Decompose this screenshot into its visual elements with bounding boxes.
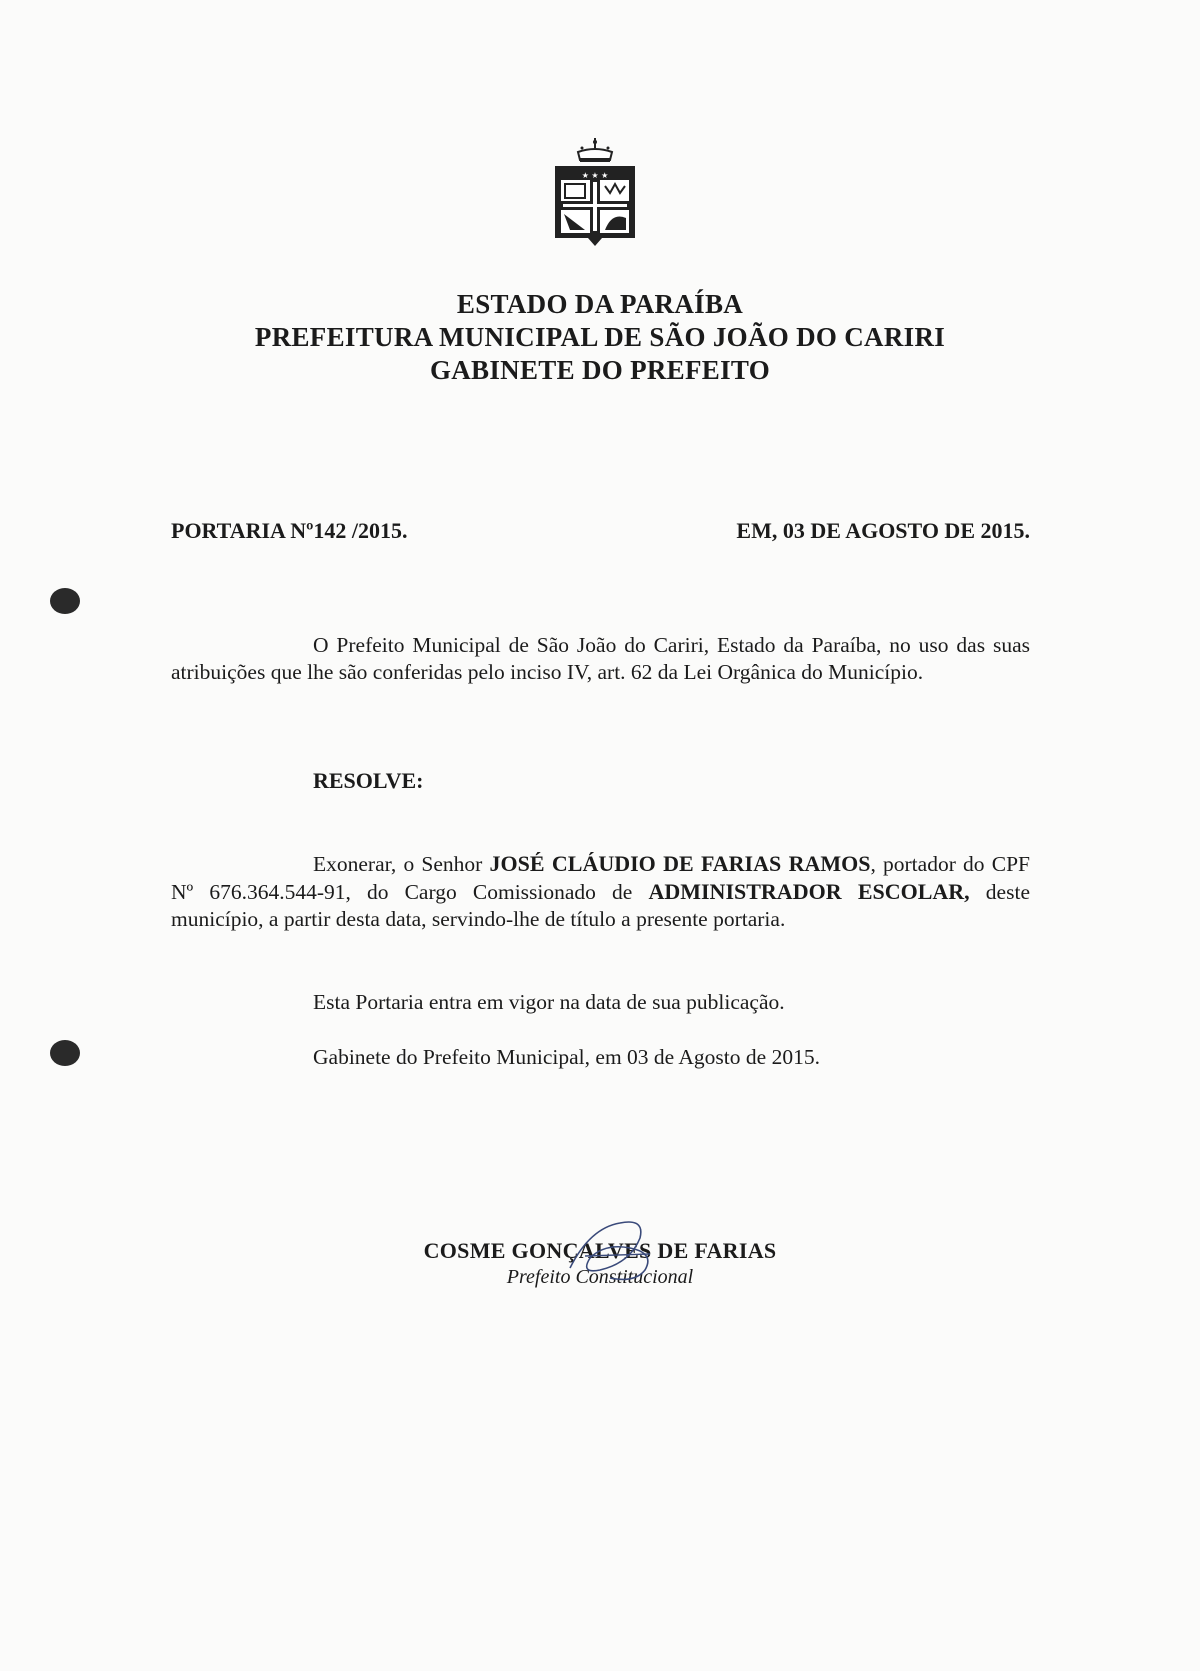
exoneration-text-b: , portador do CPF Nº 676.364.544-91, do Cargo Comissionado de (171, 852, 1030, 904)
portaria-date: EM, 03 DE AGOSTO DE 2015. (736, 518, 1030, 543)
handwritten-signature-icon (560, 1208, 670, 1288)
signer-name: COSME GONÇALVES DE FARIAS (423, 1238, 777, 1263)
intro-paragraph (171, 632, 1030, 686)
gabinete-paragraph: Gabinete do Prefeito Municipal, em 03 de Agosto de 2015. (313, 1045, 820, 1069)
signer-title: Prefeito Constitucional (506, 1266, 694, 1288)
portaria-number: PORTARIA Nº142 /2015. (171, 518, 408, 543)
punch-hole-mark (50, 588, 80, 614)
exoneration-paragraph (171, 850, 1030, 933)
header-municipality: PREFEITURA MUNICIPAL DE SÃO JOÃO DO CARIRI (254, 322, 946, 352)
letterhead (0, 288, 1200, 387)
exoneration-text-c: deste município, a partir desta data, servindo-lhe de título a presente portaria. (171, 880, 1030, 931)
intro-text: O Prefeito Municipal de São João do Cariri, Estado da Paraíba, no uso das suas atribuições que lhe são conferidas pelo inciso IV, art. 62 da Lei Orgânica do Município. (171, 633, 1030, 684)
resolve-heading: RESOLVE: (313, 768, 424, 793)
cargo-name: ADMINISTRADOR ESCOLAR, (648, 879, 970, 904)
exoneration-text-a: Exonerar, o Senhor (313, 852, 490, 876)
person-name: JOSÉ CLÁUDIO DE FARIAS RAMOS (489, 851, 871, 876)
punch-hole-mark (50, 1040, 80, 1066)
coat-of-arms-icon (550, 138, 640, 258)
svg-text:★ ★ ★: ★ ★ ★ (581, 171, 609, 180)
header-cabinet: GABINETE DO PREFEITO (429, 355, 771, 385)
vigor-paragraph: Esta Portaria entra em vigor na data de sua publicação. (313, 990, 785, 1014)
header-state: ESTADO DA PARAÍBA (456, 289, 744, 319)
